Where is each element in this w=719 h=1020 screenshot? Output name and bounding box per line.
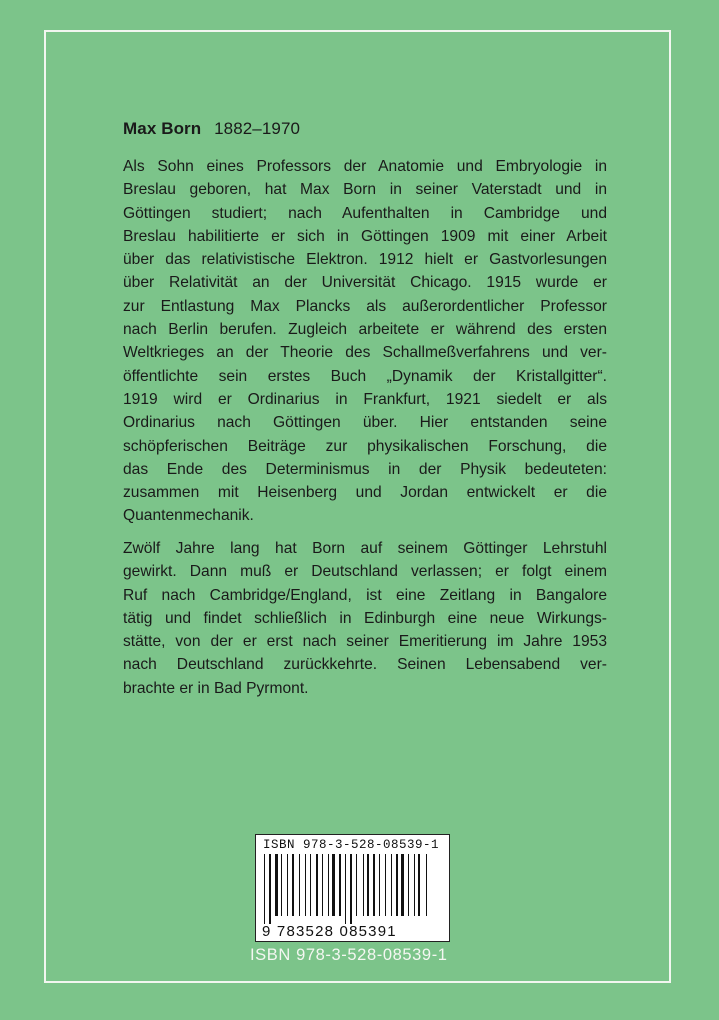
barcode-bar <box>312 854 315 916</box>
barcode-bar <box>322 854 323 916</box>
isbn-number: ISBN 978-3-528-08539-1 <box>250 946 448 964</box>
barcode-bar <box>401 854 404 916</box>
barcode-bar <box>363 854 364 916</box>
barcode-bar <box>328 854 329 916</box>
barcode-bar <box>406 854 407 916</box>
author-years: 1882–1970 <box>214 119 301 138</box>
barcode-bar <box>410 854 412 916</box>
barcode-bar <box>396 854 398 916</box>
text-line: zusammen mit Heisenberg und Jordan entwickelt er die <box>123 484 607 502</box>
barcode-bar <box>305 854 306 916</box>
barcode-bar <box>350 854 352 924</box>
barcode-bar <box>302 854 304 916</box>
barcode-bar <box>408 854 409 916</box>
text-line: 1919 wird er Ordinarius in Frankfurt, 1921 siedelt er als <box>123 390 607 408</box>
text-line: über das relativistische Elektron. 1912 hielt er Gastvorlesungen <box>123 251 607 269</box>
barcode-bar <box>287 854 288 916</box>
barcode <box>255 834 450 942</box>
barcode-bar <box>316 854 318 916</box>
barcode-bar <box>347 854 349 916</box>
author-name: Max Born <box>123 119 202 138</box>
biography-paragraph-2 <box>123 537 607 700</box>
barcode-bar <box>373 854 375 916</box>
barcode-bar <box>275 854 278 916</box>
text-line: nach Berlin berufen. Zugleich arbeitete er während des ersten <box>123 321 607 339</box>
barcode-bar <box>371 854 372 916</box>
barcode-bar <box>279 854 280 916</box>
barcode-bar <box>356 854 357 916</box>
biography-paragraph-1 <box>123 155 607 528</box>
barcode-bar <box>269 854 271 924</box>
barcode-bar <box>367 854 369 916</box>
text-line: zur Entlastung Max Plancks als außerordentlicher Professor <box>123 297 607 315</box>
text-line: gewirkt. Dann muß er Deutschland verlassen; er folgt einem <box>123 563 607 581</box>
barcode-isbn-label: ISBN 978-3-528-08539-1 <box>263 838 440 852</box>
barcode-bar <box>416 854 417 916</box>
barcode-bar <box>330 854 331 916</box>
barcode-bar <box>345 854 346 924</box>
barcode-bar <box>281 854 282 916</box>
text-line: das Ende des Determinismus in der Physik bedeuteten: <box>123 460 607 478</box>
barcode-bar <box>418 854 420 916</box>
barcode-bar <box>376 854 377 916</box>
text-line: Zwölf Jahre lang hat Born auf seinem Göttinger Lehrstuhl <box>123 540 607 557</box>
barcode-bar <box>385 854 386 916</box>
barcode-bar <box>310 854 311 916</box>
text-line: tätig und findet schließlich in Edinburgh eine neue Wirkungs- <box>123 609 607 627</box>
barcode-bar <box>337 854 338 916</box>
text-line: Als Sohn eines Professors der Anatomie und Embryologie in <box>123 158 607 175</box>
barcode-bar <box>426 854 427 916</box>
author-heading <box>123 119 300 139</box>
barcode-bar <box>295 854 298 916</box>
text-line: schöpferischen Beiträge zur physikalischen Forschung, die <box>123 437 607 455</box>
barcode-bar <box>320 854 321 916</box>
barcode-bar <box>339 854 341 916</box>
barcode-bar <box>358 854 361 916</box>
barcode-bar <box>307 854 308 916</box>
text-line: Ruf nach Cambridge/England, ist eine Zeitlang in Bangalore <box>123 586 607 604</box>
barcode-bar <box>414 854 415 916</box>
barcode-bar <box>289 854 290 916</box>
barcode-bar <box>365 854 366 916</box>
barcode-bar <box>299 854 300 916</box>
text-line: brachte er in Bad Pyrmont. <box>123 679 309 697</box>
barcode-bar <box>264 854 265 924</box>
barcode-bar <box>292 854 294 916</box>
barcode-bar <box>381 854 384 916</box>
text-line: nach Deutschland zurückkehrte. Seinen Lebensabend ver- <box>123 656 607 674</box>
barcode-bar <box>284 854 286 916</box>
barcode-bar <box>422 854 425 924</box>
barcode-bar <box>428 854 429 924</box>
text-line: über Relativität an der Universität Chicago. 1915 wurde er <box>123 274 607 292</box>
text-line: Quantenmechanik. <box>123 507 254 525</box>
text-line: öffentlichte sein erstes Buch „Dynamik der Kristallgitter“. <box>123 367 607 385</box>
barcode-bar <box>267 854 268 916</box>
barcode-bar <box>393 854 394 916</box>
barcode-bars <box>264 854 444 924</box>
barcode-bar <box>332 854 335 916</box>
text-line: Göttingen studiert; nach Aufenthalten in Cambridge und <box>123 204 607 222</box>
text-line: Breslau habilitierte er sich in Göttingen 1909 mit einer Arbeit <box>123 227 607 245</box>
text-line: Breslau geboren, hat Max Born in seiner Vaterstadt und in <box>123 181 607 199</box>
text-line: Weltkrieges an der Theorie des Schallmeßverfahrens und ver- <box>123 344 607 362</box>
barcode-bar <box>354 854 355 916</box>
barcode-bar <box>272 854 273 916</box>
barcode-bar <box>379 854 380 916</box>
text-line: stätte, von der er erst nach seiner Emeritierung im Jahre 1953 <box>123 633 607 651</box>
barcode-bar <box>388 854 390 916</box>
barcode-digits: 9 783528 085391 <box>262 923 397 940</box>
text-line: Ordinarius nach Göttingen über. Hier entstanden seine <box>123 414 607 432</box>
barcode-bar <box>324 854 326 916</box>
barcode-bar <box>399 854 400 916</box>
barcode-bar <box>342 854 343 916</box>
barcode-bar <box>391 854 392 916</box>
